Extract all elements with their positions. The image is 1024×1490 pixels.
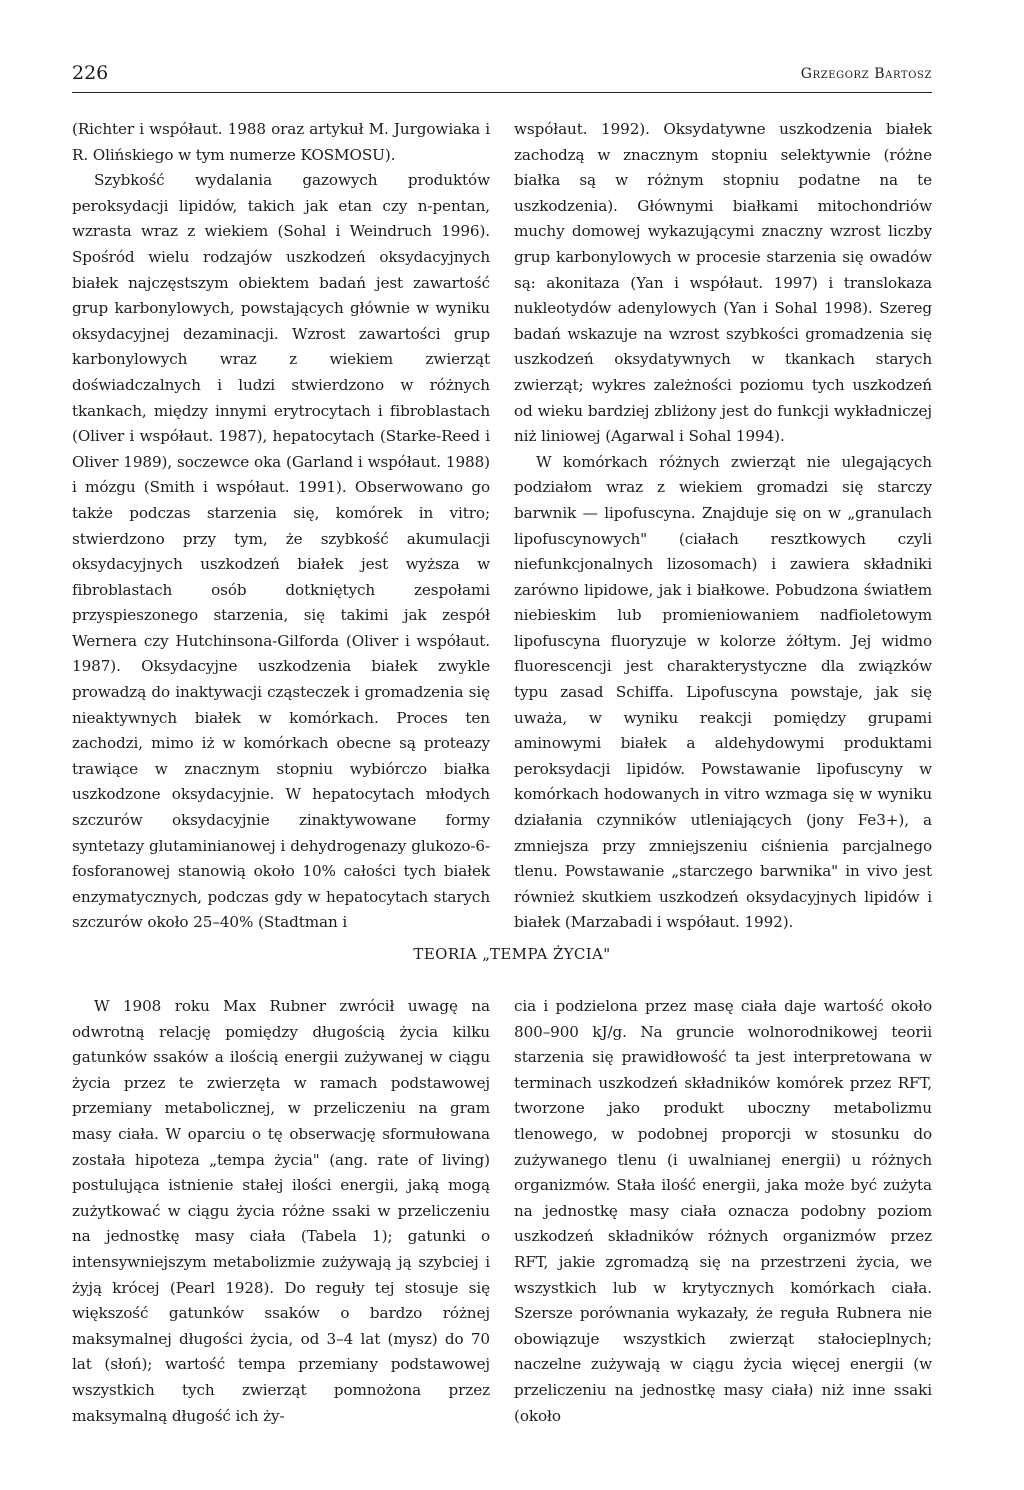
column-top-left [72, 117, 490, 936]
paragraph: W komórkach różnych zwierząt nie ulegających podziałom wraz z wiekiem gromadzi się starczy barwnik — lipofuscyna. Znajduje się on w „granulach lipofuscynowych" (ciałach resztkowych czyli niefunkcjonalnych lizosomach) i zawiera składniki zarówno lipidowe, jak i białkowe. Pobudzona światłem niebieskim lub promieniowaniem nadfioletowym lipofuscyna fluoryzuje w kolorze żółtym. Jej widmo fluorescencji jest charakterystyczne dla związków typu zasad Schiffa. Lipofuscyna powstaje, jak się uważa, w wyniku reakcji pomiędzy grupami aminowymi białek a aldehydowymi produktami peroksydacji lipidów. Powstawanie lipofuscyny w komórkach hodowanych in vitro wzmaga się w wyniku działania czynników utleniających (jony Fe3+), a zmniejsza przy zmniejszeniu ciśnienia parcjalnego tlenu. Powstawanie „starczego barwnika" in vivo jest również skutkiem uszkodzeń oksydacyjnych lipidów i białek (Marzabadi i współaut. 1992). [514, 452, 932, 932]
running-head-author: Grzegorz Bartosz [800, 66, 932, 82]
column-top-right [514, 117, 932, 936]
section-heading: TEORIA „TEMPA ŻYCIA" [413, 945, 611, 963]
column-bottom-left [72, 994, 490, 1429]
page-header [72, 62, 932, 93]
paragraph: cia i podzielona przez masę ciała daje wartość około 800–900 kJ/g. Na gruncie wolnorodnikowej teorii starzenia się prawidłowość ta jest interpretowana w terminach uszkodzeń składników komórek przez RFT, tworzone jako produkt uboczny metabolizmu tlenowego, w podobnej proporcji w stosunku do zużywanego tlenu (i uwalnianej energii) u różnych organizmów. Stała ilość energii, jaka może być zużyta na jednostkę masy ciała oznacza podobny poziom uszkodzeń składników różnych organizmów przez RFT, jakie zgromadzą się na przestrzeni życia, we wszystkich lub w krytycznych komórkach ciała. Szersze porównania wykazały, że reguła Rubnera nie obowiązuje wszystkich zwierząt stałocieplnych; naczelne zużywają w ciągu życia więcej energii (w przeliczeniu na jednostkę masy ciała) niż inne ssaki (około [514, 997, 932, 1425]
paragraph: (Richter i współaut. 1988 oraz artykuł M. Jurgowiaka i R. Olińskiego w tym numerze KOSMOSU). [72, 120, 490, 164]
paragraph: współaut. 1992). Oksydatywne uszkodzenia białek zachodzą w znacznym stopniu selektywnie (różne białka są w różnym stopniu podatne na te uszkodzenia). Głównymi białkami mitochondriów muchy domowej wykazującymi znaczny wzrost liczby grup karbonylowych w procesie starzenia się owadów są: akonitaza (Yan i współaut. 1997) i translokaza nukleotydów adenylowych (Yan i Sohal 1998). Szereg badań wskazuje na wzrost szybkości gromadzenia się uszkodzeń oksydatywnych w tkankach starych zwierząt; wykres zależności poziomu tych uszkodzeń od wieku bardziej zbliżony jest do funkcji wykładniczej niż liniowej (Agarwal i Sohal 1994). [514, 120, 932, 446]
column-bottom-right [514, 994, 932, 1429]
page-number: 226 [72, 62, 109, 84]
paragraph: Szybkość wydalania gazowych produktów peroksydacji lipidów, takich jak etan czy n-pentan, wzrasta wraz z wiekiem (Sohal i Weindruch 1996). Spośród wielu rodzajów uszkodzeń oksydacyjnych białek najczęstszym obiektem badań jest zawartość grup karbonylowych, powstających głównie w wyniku oksydacyjnej dezaminacji. Wzrost zawartości grup karbonylowych wraz z wiekiem zwierząt doświadczalnych i ludzi stwierdzono w różnych tkankach, między innymi erytrocytach i fibroblastach (Oliver i współaut. 1987), hepatocytach (Starke-Reed i Oliver 1989), soczewce oka (Garland i współaut. 1988) i mózgu (Smith i współaut. 1991). Obserwowano go także podczas starzenia się, komórek in vitro; stwierdzono przy tym, że szybkość akumulacji oksydacyjnych uszkodzeń białek jest wyższa w fibroblastach osób dotkniętych zespołami przyspieszonego starzenia, się takimi jak zespół Wernera czy Hutchinsona-Gilforda (Oliver i współaut. 1987). Oksydacyjne uszkodzenia białek zwykle prowadzą do inaktywacji cząsteczek i gromadzenia się nieaktywnych białek w komórkach. Proces ten zachodzi, mimo iż w komórkach obecne są proteazy trawiące w znacznym stopniu wybiórczo białka uszkodzone oksydacyjnie. W hepatocytach młodych szczurów oksydacyjnie zinaktywowane formy syntetazy glutaminianowej i dehydrogenazy glukozo-6-fosforanowej stanowią około 10% całości tych białek enzymatycznych, podczas gdy w hepatocytach starych szczurów około 25–40% (Stadtman i [72, 171, 490, 932]
paragraph: W 1908 roku Max Rubner zwrócił uwagę na odwrotną relację pomiędzy długością życia kilku gatunków ssaków a ilością energii zużywanej w ciągu życia przez te zwierzęta w ramach podstawowej przemiany metabolicznej, w przeliczeniu na gram masy ciała. W oparciu o tę obserwację sformułowana została hipoteza „tempa życia" (ang. rate of living) postulująca istnienie stałej ilości energii, jaką mogą zużytkować w ciągu życia różne ssaki w przeliczeniu na jednostkę masy ciała (Tabela 1); gatunki o intensywniejszym metabolizmie zużywają ją szybciej i żyją krócej (Pearl 1928). Do reguły tej stosuje się większość gatunków ssaków o bardzo różnej maksymalnej długości życia, od 3–4 lat (mysz) do 70 lat (słoń); wartość tempa przemiany podstawowej wszystkich tych zwierząt pomnożona przez maksymalną długość ich ży- [72, 997, 490, 1425]
